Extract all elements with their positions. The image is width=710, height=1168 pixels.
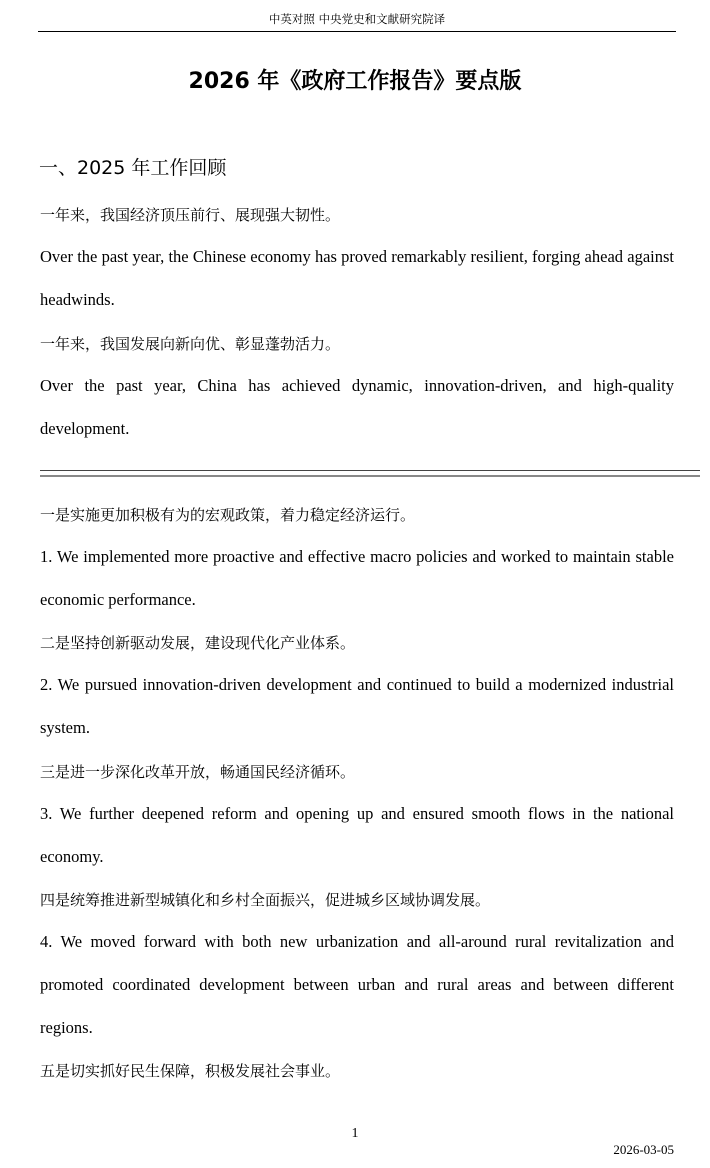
page-number: 1 — [351, 1126, 359, 1141]
point-1-zh: 一是实施更加积极有为的宏观政策，着力稳定经济运行。 — [40, 506, 416, 524]
point-3-en: 3. We further deepened reform and opening up and ensured smooth flows in the national economy. — [40, 804, 674, 866]
point-1-en: 1. We implemented more proactive and effective macro policies and worked to maintain stable economic performance. — [40, 547, 674, 609]
intro-2-zh: 一年来，我国发展向新向优、彰显蓬勃活力。 — [40, 335, 341, 353]
running-header: 中英对照 中央党史和文献研究院译 — [38, 10, 676, 32]
point-5-zh: 五是切实抓好民生保障，积极发展社会事业。 — [40, 1062, 341, 1080]
intro-1-en: Over the past year, the Chinese economy has proved remarkably resilient, forging ahead against headwinds. — [40, 247, 674, 309]
intro-2-en: Over the past year, China has achieved dynamic, innovation-driven, and high-quality development. — [40, 376, 674, 438]
point-4-en: 4. We moved forward with both new urbanization and all-around rural revitalization and promoted coordinated development between urban and rural areas and between different regions. — [40, 932, 674, 1037]
document-date: 2026-03-05 — [613, 1142, 674, 1157]
section-heading: 一、2025 年工作回顾 — [39, 157, 227, 179]
document-title: 2026 年《政府工作报告》要点版 — [188, 69, 522, 94]
point-2-zh: 二是坚持创新驱动发展，建设现代化产业体系。 — [40, 634, 356, 652]
point-4-zh: 四是统筹推进新型城镇化和乡村全面振兴，促进城乡区域协调发展。 — [40, 891, 491, 909]
section-divider — [40, 470, 700, 477]
intro-1-zh: 一年来，我国经济顶压前行、展现强大韧性。 — [40, 206, 341, 224]
point-3-zh: 三是进一步深化改革开放，畅通国民经济循环。 — [40, 763, 356, 781]
point-2-en: 2. We pursued innovation-driven development and continued to build a modernized industrial system. — [40, 675, 674, 737]
